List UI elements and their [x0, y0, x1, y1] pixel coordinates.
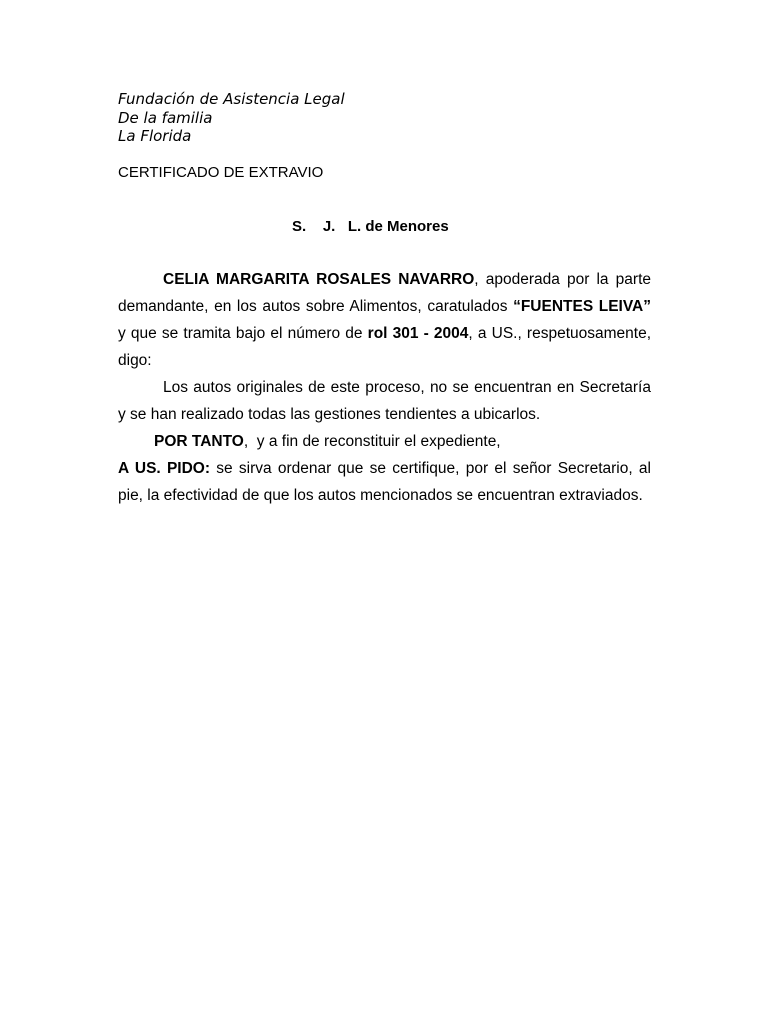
document-title: CERTIFICADO DE EXTRAVIO	[118, 164, 324, 181]
letterhead-line-3: La Florida	[118, 127, 192, 145]
petitioner-name: CELIA MARGARITA ROSALES NAVARRO	[163, 271, 475, 288]
document-body	[118, 266, 660, 509]
letterhead-line-2: De la familia	[118, 108, 213, 127]
paragraph-petition-text-a: , apoderada por la parte demandante, en los autos sobre Alimentos, caratulados	[118, 271, 652, 315]
case-title: “FUENTES LEIVA”	[513, 298, 651, 315]
request-text: se sirva ordenar que se certifique, por el señor Secretario, al pie, la efectividad de que los autos mencionados se encuentran extraviados.	[118, 460, 651, 504]
addressee: S. J. L. de Menores	[292, 218, 449, 235]
letterhead-line-1: Fundación de Asistencia Legal	[118, 90, 345, 108]
paragraph-request	[118, 455, 651, 509]
paragraph-petition-text-c: , a US., respetuosamente, digo:	[118, 325, 651, 369]
paragraph-facts: Los autos originales de este proceso, no se encuentran en Secretaría y se han realizado todas las gestiones tendientes a ubicarlos.	[118, 379, 651, 423]
letterhead	[118, 90, 345, 146]
paragraph-petition	[118, 266, 660, 374]
therefore-text: , y a fin de reconstituir el expediente,	[243, 433, 501, 450]
case-rol: rol 301 - 2004	[367, 325, 469, 342]
request-lead: A US. PIDO:	[118, 460, 211, 477]
therefore-lead: POR TANTO	[154, 433, 244, 450]
paragraph-petition-text-b: y que se tramita bajo el número de	[118, 298, 660, 342]
paragraph-therefore	[118, 428, 651, 455]
